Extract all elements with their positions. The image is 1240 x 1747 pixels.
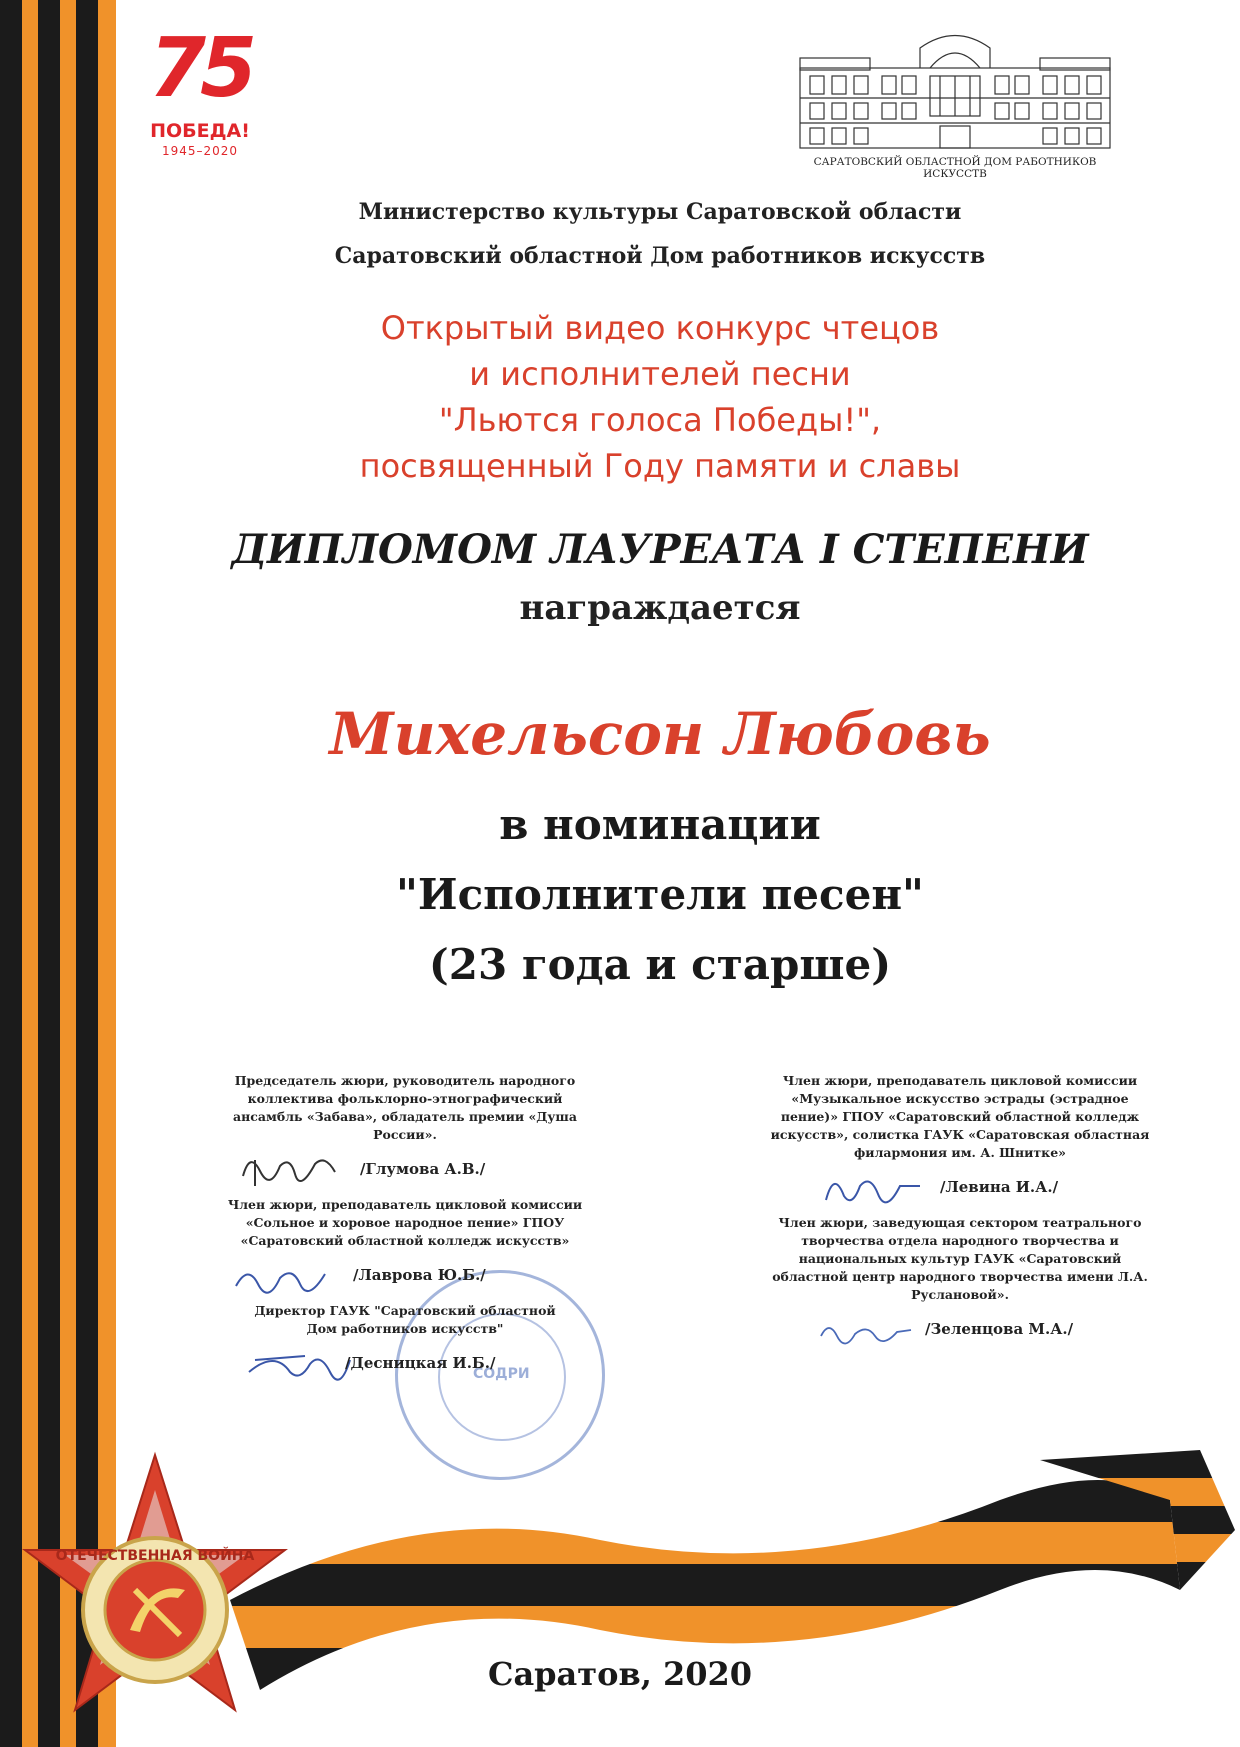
jury-left-desc-2: Член жюри, преподаватель цикловой комиссии «Сольное и хоровое народное пение» ГПОУ «Саратовский областной колледж искусств»	[227, 1197, 583, 1248]
order-inscription: ОТЕЧЕСТВЕННАЯ ВОЙНА	[55, 1548, 255, 1564]
signature-icon	[245, 1342, 355, 1386]
jury-right-desc-1: Член жюри, преподаватель цикловой комиссии «Музыкальное искусство эстрады (эстрадное пение)» ГПОУ «Саратовский областной колледж искусств», солистка ГАУК «Саратовская областная филармония им. А. Шнитке»	[770, 1073, 1150, 1160]
stamp-text: СОДРИ	[473, 1366, 530, 1382]
jury-right-name-1: /Левина И.А./	[940, 1178, 1059, 1196]
jury-left-name-1: /Глумова А.В./	[360, 1160, 486, 1178]
jury-left-signature-row-1	[225, 1144, 585, 1196]
jury-right-name-2: /Зеленцова М.А./	[925, 1320, 1074, 1338]
signature-icon	[230, 1254, 340, 1298]
victory-ribbon-and-order	[0, 1440, 1240, 1747]
ministry-line-1: Министерство культуры Саратовской области	[358, 199, 962, 225]
jury-left-name-3: /Десницкая И.Б./	[345, 1354, 496, 1372]
contest-title	[180, 305, 1140, 489]
contest-line-3: "Льются голоса Победы!",	[438, 401, 882, 439]
ministry-header	[180, 190, 1140, 278]
awarded-text: награждается	[519, 588, 801, 628]
jury-right-signature-row-1	[770, 1162, 1150, 1214]
contest-line-4: посвященный Году памяти и славы	[359, 447, 961, 485]
recipient-name: Михельсон Любовь	[329, 700, 991, 768]
nomination-block	[180, 790, 1140, 1000]
jury-left-name-2: /Лаврова Ю.Б./	[353, 1266, 486, 1284]
ministry-line-2: Саратовский областной Дом работников искусств	[334, 243, 986, 269]
jury-left-desc-1: Председатель жюри, руководитель народного коллектива фольклорно-этнографический ансамбль «Забава», обладатель премии «Душа России».	[233, 1073, 577, 1142]
signature-icon	[235, 1146, 345, 1190]
jury-right-signature-row-2	[770, 1304, 1150, 1356]
logo-years: 1945–2020	[161, 144, 239, 158]
contest-line-1: Открытый видео конкурс чтецов	[380, 309, 940, 347]
ribbon-wave-icon	[230, 1450, 1235, 1690]
contest-line-2: и исполнителей песни	[469, 355, 851, 393]
building-icon	[790, 28, 1120, 158]
jury-left-signature-row-2	[225, 1250, 585, 1302]
jury-left-desc-3: Директор ГАУК "Саратовский областной Дом работников искусств"	[254, 1303, 556, 1336]
nomination-line-1: в номинации	[499, 800, 821, 849]
building-caption: САРАТОВСКИЙ ОБЛАСТНОЙ ДОМ РАБОТНИКОВ ИСКУССТВ	[813, 156, 1097, 180]
logo-word: ПОБЕДА!	[150, 120, 250, 142]
jury-left-signature-row-3	[225, 1338, 585, 1390]
logo-number: 75	[148, 21, 252, 116]
nomination-line-2: "Исполнители песен"	[396, 870, 924, 919]
building-drawing	[790, 28, 1120, 180]
nomination-line-3: (23 года и старше)	[428, 940, 892, 989]
jury-left-column	[225, 1072, 585, 1390]
victory-75-logo	[140, 21, 260, 168]
jury-right-column	[770, 1072, 1150, 1356]
signature-icon	[820, 1166, 930, 1210]
diploma-title: ДИПЛОМОМ ЛАУРЕАТА I СТЕПЕНИ	[231, 526, 1089, 573]
jury-right-desc-2: Член жюри, заведующая сектором театрального творчества отдела народного творчества и национальных культур ГАУК «Саратовский областной центр народного творчества имени Л.А. Руслановой».	[772, 1215, 1148, 1302]
signature-icon	[815, 1308, 925, 1352]
footer-city-year: Саратов, 2020	[487, 1655, 753, 1693]
